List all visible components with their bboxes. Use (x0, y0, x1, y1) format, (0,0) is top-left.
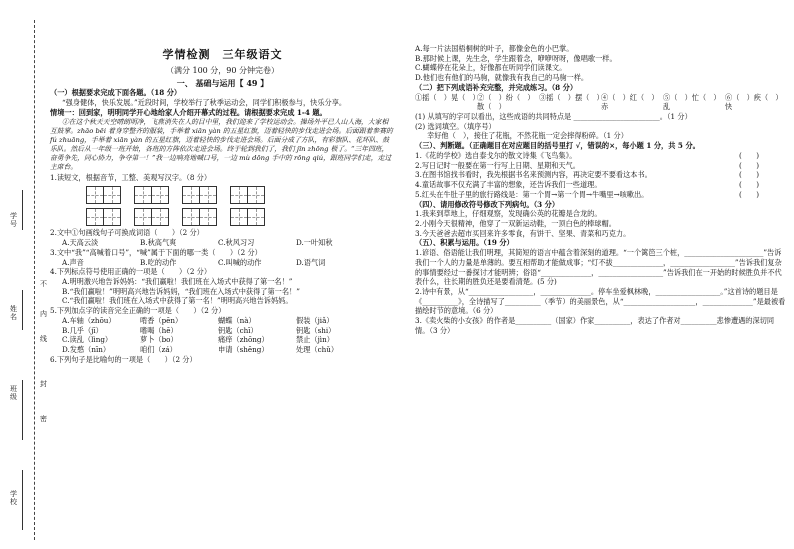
option[interactable]: C.秋风习习 (218, 238, 255, 248)
option[interactable]: D.一叶知秋 (296, 238, 333, 248)
judge-text: 1.《花的学校》选自泰戈尔的散文诗集《飞鸟集》。 (415, 150, 577, 160)
section-one-heading: 一、 基础与运用【 49 】 (176, 77, 269, 88)
idiom-item[interactable]: ⑤（ ）忙（ ）乱 (663, 92, 721, 112)
option[interactable]: D.他们也有他们的马驹，就像我有我自己的马驹一样。 (415, 73, 589, 83)
question-1: 1.读短文，根据音节，工整、美观写汉字。（8 分） (50, 172, 212, 182)
option: 钥匙（chī） (218, 325, 258, 335)
option[interactable]: B.那时候上课，先生念，学生跟着念，咿咿呀呀，像唱歌一样。 (415, 53, 617, 63)
grid-group-1[interactable] (86, 186, 120, 204)
idiom-item[interactable]: ⑥（ ）疾（ ）快 (725, 92, 783, 112)
option: 钥匙（shi） (296, 325, 336, 335)
judge-item (415, 190, 787, 200)
question-5: 5.下列加点字的读音完全正确的一项是（ ）（2 分） (50, 306, 226, 316)
judge-text: 5.红头在牛肚子里的旅行路线是：第一个胃→第一个胃→牛嘴里→咳嗽出。 (415, 189, 649, 199)
accumulation-question-3[interactable]: 3.《卖火柴的小女孩》的作者是__________（国家）作家__________，表达了作者对__________悲惨遭遇的深切同情。（3 分） (415, 316, 775, 335)
judge-bracket[interactable]: ( ) (739, 189, 759, 199)
right-column (415, 44, 787, 336)
accumulation-question-2[interactable]: 2.诗中有景，从“__________________，______________。停车坐爱枫林晚，__________________。”这首诗的题目是《__________》，全诗描写了__________（季节）的美丽景色，从“____________________，______________”是最被看描绘时节的意境。（6 分） (415, 286, 786, 316)
fix-sentence[interactable]: 3.今天爸爸去超市买回来许多零食，有饼干、坚果、青菜和巧克力。 (415, 228, 631, 238)
fix-sentence[interactable]: 1.我来到草地上，仔细观察，发现确公英的花瓣是合龙的。 (415, 209, 602, 219)
intro-paragraph: “强身健体，快乐发展。”近段时间，学校举行了秋季运动会，同学们积极参与，快乐分享。 (62, 98, 347, 108)
grid-group-4[interactable] (230, 186, 264, 204)
option: 申请（shēng） (218, 344, 269, 354)
idiom-question-1: (1) 从填写的字可以看出，这些成语的共同特点是 ________________________。（1 分） (415, 112, 692, 122)
name-blank[interactable] (22, 290, 23, 330)
part4-heading: （四）、请用修改符号修改下列病句。（3 分） (415, 199, 560, 209)
judge-bracket[interactable]: ( ) (739, 170, 759, 180)
judge-item (415, 151, 787, 161)
part2-heading: （二）把下列成语补充完整，并完成练习。（8 分） (415, 82, 578, 92)
seal-char-mi: 密 (39, 415, 48, 423)
question-3-options (50, 258, 395, 268)
idiom-question-3: 幸好他（ ），接住了花瓶，不然花瓶一定会摔得粉碎。（1 分） (427, 131, 628, 141)
passage-text: ①在这个秋天天空晴朗明净，飞燕消失在人的目中里，我们迎来了学校运动会。操场外平已人山人海，大家相互鼓掌。zhāo bēi 着身穿整齐的服装，手举着 xiān yàn 的五星红旗，迈着轻快的步伐走进会场。后面跟着参赛的 fú zhuāng，手举着 xiān yàn 的五星红旗，迈着轻快的步伐走进会场。后面分成了方队，有彩旗队、花环队、鼓乐队。然后从一年级一班开始，各班的方阵依次走进会场。终于轮到我们了，我们 jīn zhōng 极了。“三年四班，奋勇争先，同心协力，争夺第一！”我一边响亮地喊口号，一边 mù dōng 手中的 rōng qiú，跟班同学们走，走过主席台。 (50, 117, 393, 172)
idiom-item[interactable]: ①摇（ ）晃（ ） (415, 92, 480, 102)
option[interactable]: B.秋高气爽 (140, 238, 177, 248)
seal-char-nei: 内 (39, 310, 48, 318)
judge-text: 4.童话故事不仅充满了丰富的想象，还告诉我们一些道理。 (415, 180, 602, 190)
option[interactable]: B.几乎（jī） (62, 325, 103, 335)
option[interactable]: B.“我们赢啦！”明明高兴地告诉妈妈，“我们班在入场式中获得了第一名！” (62, 286, 300, 296)
option: 嗜喝（hē） (140, 325, 178, 335)
judge-item (415, 180, 787, 190)
option: 处理（chǔ） (296, 344, 339, 354)
name-label: 姓名 (9, 305, 18, 321)
class-blank[interactable] (22, 380, 23, 440)
grid-group-3[interactable] (182, 186, 216, 204)
school-label: 学校 (9, 490, 18, 506)
option[interactable]: C.读乱（lìng） (62, 335, 113, 345)
grid-group-5[interactable] (86, 208, 120, 226)
idiom-item[interactable]: ②（ ）纷（ ）散（ ） (477, 92, 535, 112)
option[interactable]: B.吃的动作 (140, 257, 177, 267)
judge-text: 3.在图书馆找书看时，我先根据书名来预测内容，再决定要不要看这本书。 (415, 170, 652, 180)
judge-bracket[interactable]: ( ) (739, 150, 759, 160)
option: 禁止（jìn） (296, 335, 334, 345)
option: 痛痒（zhōng） (218, 335, 269, 345)
option[interactable]: A.明明激兴地告诉妈妈：“我们赢啦！我们班在入场式中获得了第一名！” (62, 276, 293, 286)
idiom-item[interactable]: ③摇（ ）摆（ ） (539, 92, 604, 102)
judge-item (415, 161, 787, 171)
fix-sentence[interactable]: 2.小刚今天很精神，他穿了一双新运动鞋，一顶白色的棒球帽。 (415, 218, 616, 228)
option[interactable]: A.天高云淡 (62, 238, 99, 248)
grid-group-6[interactable] (134, 208, 168, 226)
judge-text: 2.写日记时一般要在第一行写上日期、星期和天气。 (415, 160, 580, 170)
option: 蝴蝶（nà） (218, 315, 256, 325)
option[interactable]: A.声音 (62, 257, 84, 267)
grid-group-8[interactable] (230, 208, 264, 226)
idiom-question-2: (2) 选词填空。（填序号） (415, 121, 496, 131)
question-5-options (50, 316, 395, 355)
grid-group-2[interactable] (134, 186, 168, 204)
scenario-one: 情境一：回到家，明明同学开心地给家人介绍开幕式的过程。请根据要求完成 1-4 题。 (50, 107, 327, 117)
judge-bracket[interactable]: ( ) (739, 160, 759, 170)
exam-subtitle: （满分 100 分，90 分钟完卷） (165, 65, 280, 75)
option: 啃香（pēn） (140, 315, 183, 325)
student-id-label: 学号 (9, 212, 18, 228)
option[interactable]: C.蝴蝶停在花朵上，好像都在听同学们读课文。 (415, 63, 567, 73)
seal-char-bu: 不 (39, 280, 48, 288)
option[interactable]: C.“我们赢啦！我们班在入场式中获得了第一名！”明明高兴地告诉妈妈。 (62, 296, 293, 306)
seal-char-feng: 封 (39, 380, 48, 388)
option: 假装（jiǎ） (296, 315, 334, 325)
option: 萝卜（bo） (140, 335, 178, 345)
option[interactable]: A.每一片法国梧桐树的叶子，都像金色的小巴掌。 (415, 44, 574, 53)
binding-margin (0, 0, 48, 549)
student-id-blank[interactable] (22, 190, 23, 230)
idiom-item[interactable]: ④（ ）红（ ）赤 (601, 92, 659, 112)
part1-heading: （一）根据要求完成下面各题。（18 分） (50, 88, 182, 98)
question-2: 2.文中①句画线句子可换成词语（ ）（2 分） (50, 228, 204, 238)
option[interactable]: D.发憨（nīn） (62, 344, 111, 354)
part3-heading: （三）、判断题。（正确题目在对应题目的括号里打 √，错误的×，每小题 1 分，共 5 分。 (415, 141, 700, 151)
seal-line (34, 20, 35, 540)
writing-grid[interactable] (86, 186, 395, 204)
exam-title: 学情检测 三年级语文 (162, 48, 283, 61)
left-column (50, 0, 395, 364)
accumulation-question-1[interactable]: 1.谚语、俗语能让我们明理，其简短的语言中蕴含着深刻的道理。“一个篱笆三个桩，______________________”告诉我们一个人的力量是单薄的。要互相帮助才能做成事；“灯不拔______________，__________________”告诉我们复杂的事情要经过一番探讨才能明辨；俗语“______________，__________________”告诉我们在一开始的时候胜负并不代表什么，往长期的胜负还是要看清楚。(5 分) (415, 248, 782, 287)
class-label: 班级 (9, 385, 18, 401)
option[interactable]: D.语气词 (296, 257, 326, 267)
part5-heading: （五）、积累与运用。（19 分） (415, 238, 514, 248)
question-3: 3.文中“我”“高喊着口号”，“喊”属于下面的哪一类（ ）（2 分） (50, 247, 262, 257)
judge-item (415, 170, 787, 180)
judge-bracket[interactable]: ( ) (739, 180, 759, 190)
question-6: 6.下列句子是比喻句的一项是（ ）（2 分） (50, 354, 197, 364)
question-2-options (50, 238, 395, 248)
school-blank[interactable] (22, 470, 23, 530)
grid-group-7[interactable] (182, 208, 216, 226)
seal-char-xian: 线 (39, 335, 48, 343)
question-4: 4.下列标点符号使用正确的一项是（ ）（2 分） (50, 267, 212, 277)
option: 咱们（zá） (140, 344, 177, 354)
option[interactable]: C.叫喊的动作 (218, 257, 262, 267)
option[interactable]: A.车轴（zhōu） (62, 315, 116, 325)
writing-grid-row2[interactable] (86, 208, 395, 226)
idiom-list (415, 93, 787, 112)
